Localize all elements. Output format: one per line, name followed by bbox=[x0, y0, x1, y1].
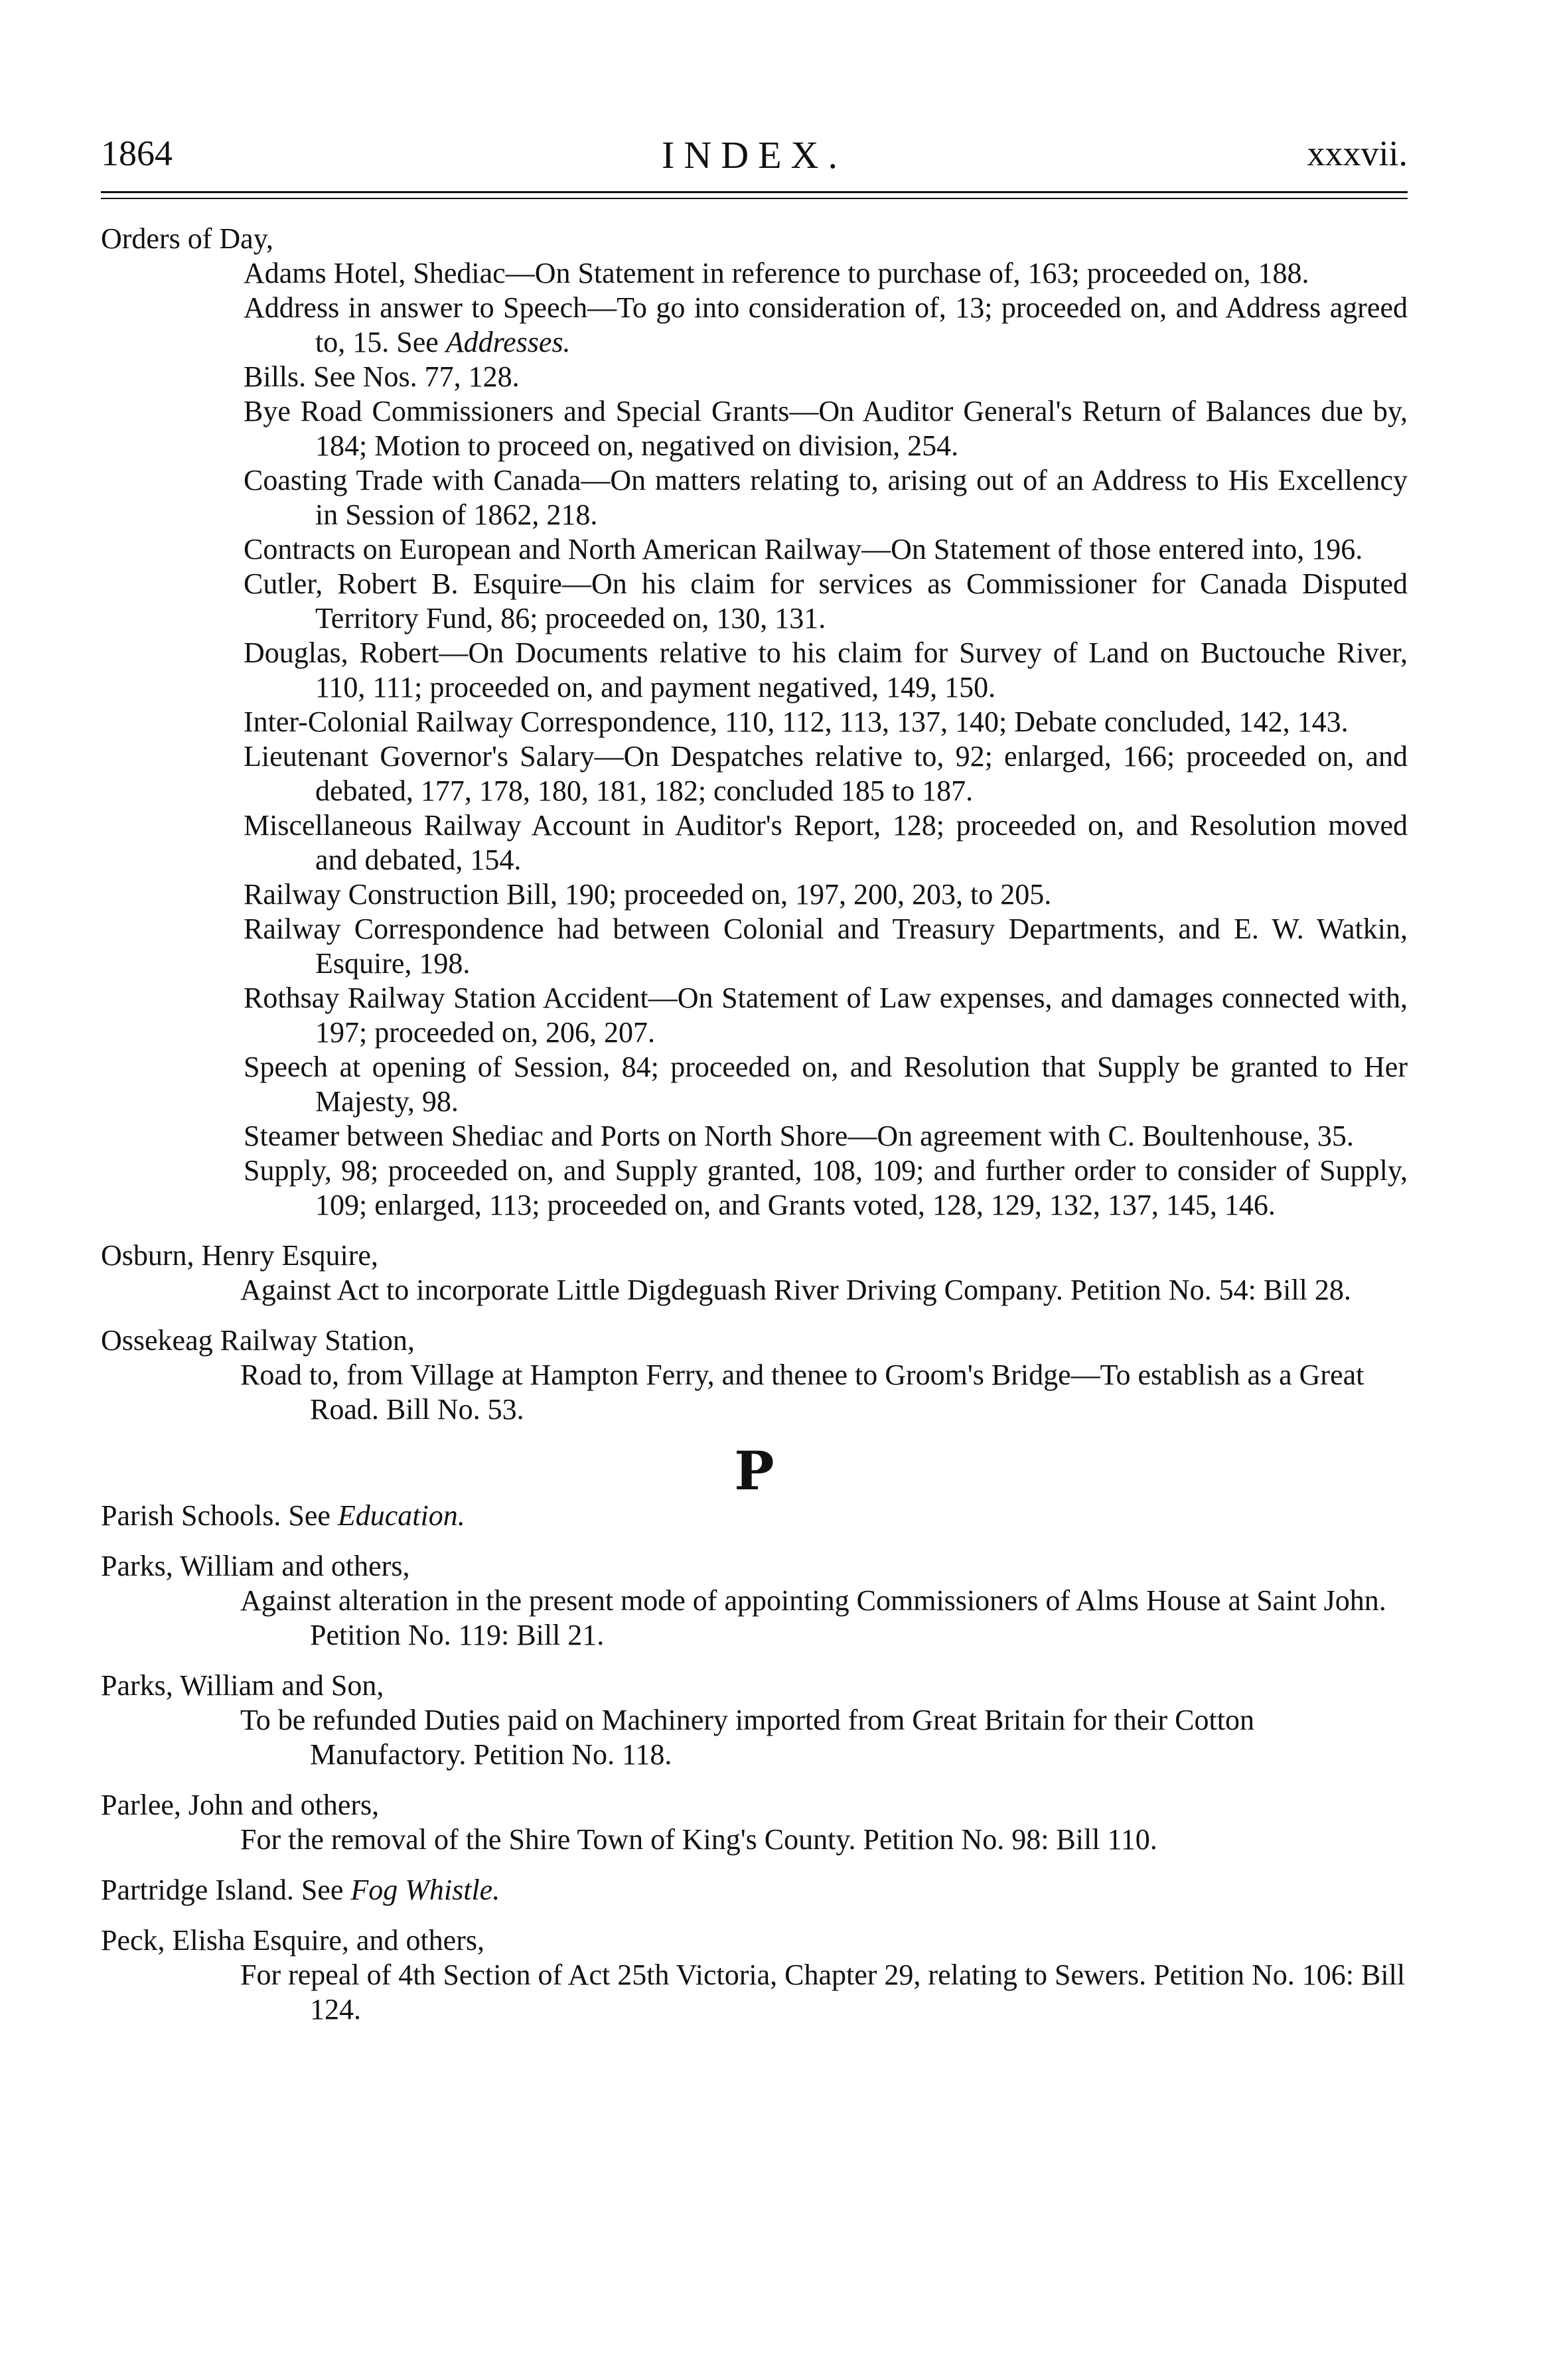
index-entry: Bye Road Commissioners and Special Grants—On Auditor General's Return of Balances due by, 184; Motion to proceed on, negatived on division, 254. bbox=[244, 395, 1408, 462]
parks-son-entry: To be refunded Duties paid on Machinery imported from Great Britain for their Cotton Manufactory. Petition No. 118. bbox=[240, 1704, 1254, 1771]
osburn-heading: Osburn, Henry Esquire, bbox=[101, 1239, 378, 1272]
index-entry bbox=[244, 291, 1408, 360]
see-reference: Education. bbox=[337, 1499, 465, 1532]
parks-others-entry: Against alteration in the present mode of appointing Commissioners of Alms House at Saint John. Petition No. 119: Bill 21. bbox=[240, 1584, 1386, 1651]
index-entry: Inter-Colonial Railway Correspondence, 110, 112, 113, 137, 140; Debate concluded, 142, 143. bbox=[244, 706, 1349, 738]
index-entry: Lieutenant Governor's Salary—On Despatches relative to, 92; enlarged, 166; proceeded on, and debated, 177, 178, 180, 181, 182; concluded 185 to 187. bbox=[244, 740, 1408, 807]
header-year: 1864 bbox=[101, 133, 173, 173]
ossekeag-entry: Road to, from Village at Hampton Ferry, and thenee to Groom's Bridge—To establish as a Great Road. Bill No. 53. bbox=[240, 1359, 1364, 1426]
index-entry: Adams Hotel, Shediac—On Statement in reference to purchase of, 163; proceeded on, 188. bbox=[244, 257, 1309, 289]
index-content bbox=[101, 211, 1408, 2027]
index-entry: Speech at opening of Session, 84; proceeded on, and Resolution that Supply be granted to Her Majesty, 98. bbox=[244, 1051, 1408, 1118]
parish-schools-entry bbox=[101, 1499, 1408, 1533]
parlee-heading: Parlee, John and others, bbox=[101, 1789, 380, 1821]
index-entry: Contracts on European and North American Railway—On Statement of those entered into, 196. bbox=[244, 533, 1363, 565]
index-entry: Douglas, Robert—On Documents relative to his claim for Survey of Land on Buctouche River, 110, 111; proceeded on, and payment negatived, 149, 150. bbox=[244, 636, 1408, 704]
see-label: See bbox=[396, 326, 439, 358]
entry-text: Partridge Island. See bbox=[101, 1874, 344, 1906]
header-page-number: xxxvii. bbox=[1307, 133, 1408, 173]
orders-of-day-heading: Orders of Day, bbox=[101, 222, 273, 255]
peck-heading: Peck, Elisha Esquire, and others, bbox=[101, 1924, 484, 1957]
index-entry: Railway Correspondence had between Colonial and Treasury Departments, and E. W. Watkin, Esquire, 198. bbox=[244, 913, 1408, 980]
header-title: INDEX. bbox=[662, 133, 847, 177]
entry-text: Parish Schools. See bbox=[101, 1499, 331, 1532]
index-entry: Steamer between Shediac and Ports on North Shore—On agreement with C. Boultenhouse, 35. bbox=[244, 1120, 1354, 1152]
parlee-entry: For the removal of the Shire Town of King's County. Petition No. 98: Bill 110. bbox=[240, 1823, 1157, 1856]
section-letter-p: P bbox=[734, 1440, 774, 1502]
entry-text: Address in answer to Speech—To go into consideration of, 13; proceeded on, and Address agreed to, 15. bbox=[244, 291, 1408, 358]
partridge-island-entry bbox=[101, 1873, 1408, 1907]
see-reference: Fog Whistle. bbox=[350, 1874, 500, 1906]
parks-others-heading: Parks, William and others, bbox=[101, 1550, 410, 1582]
header-rule-secondary bbox=[101, 198, 1408, 199]
osburn-entry: Against Act to incorporate Little Digdeguash River Driving Company. Petition No. 54: Bill 28. bbox=[240, 1274, 1351, 1306]
index-entry: Rothsay Railway Station Accident—On Statement of Law expenses, and damages connected with, 197; proceeded on, 206, 207. bbox=[244, 982, 1408, 1049]
see-reference: Addresses. bbox=[445, 326, 571, 358]
index-entry: Miscellaneous Railway Account in Auditor's Report, 128; proceeded on, and Resolution moved and debated, 154. bbox=[244, 809, 1408, 876]
index-entry: Coasting Trade with Canada—On matters relating to, arising out of an Address to His Excellency in Session of 1862, 218. bbox=[244, 464, 1408, 531]
page-header bbox=[101, 133, 1408, 179]
index-entry: Cutler, Robert B. Esquire—On his claim for services as Commissioner for Canada Disputed Territory Fund, 86; proceeded on, 130, 131. bbox=[244, 567, 1408, 634]
peck-entry: For repeal of 4th Section of Act 25th Victoria, Chapter 29, relating to Sewers. Petition No. 106: Bill 124. bbox=[240, 1959, 1406, 2026]
parks-son-heading: Parks, William and Son, bbox=[101, 1669, 384, 1702]
index-entry: Bills. See Nos. 77, 128. bbox=[244, 360, 520, 393]
index-entry: Railway Construction Bill, 190; proceeded on, 197, 200, 203, to 205. bbox=[244, 878, 1052, 911]
index-entry: Supply, 98; proceeded on, and Supply granted, 108, 109; and further order to consider of Supply, 109; enlarged, 113; proceeded on, and Grants voted, 128, 129, 132, 137, 145, 146. bbox=[244, 1154, 1408, 1221]
header-rule bbox=[101, 191, 1408, 193]
ossekeag-heading: Ossekeag Railway Station, bbox=[101, 1324, 415, 1357]
